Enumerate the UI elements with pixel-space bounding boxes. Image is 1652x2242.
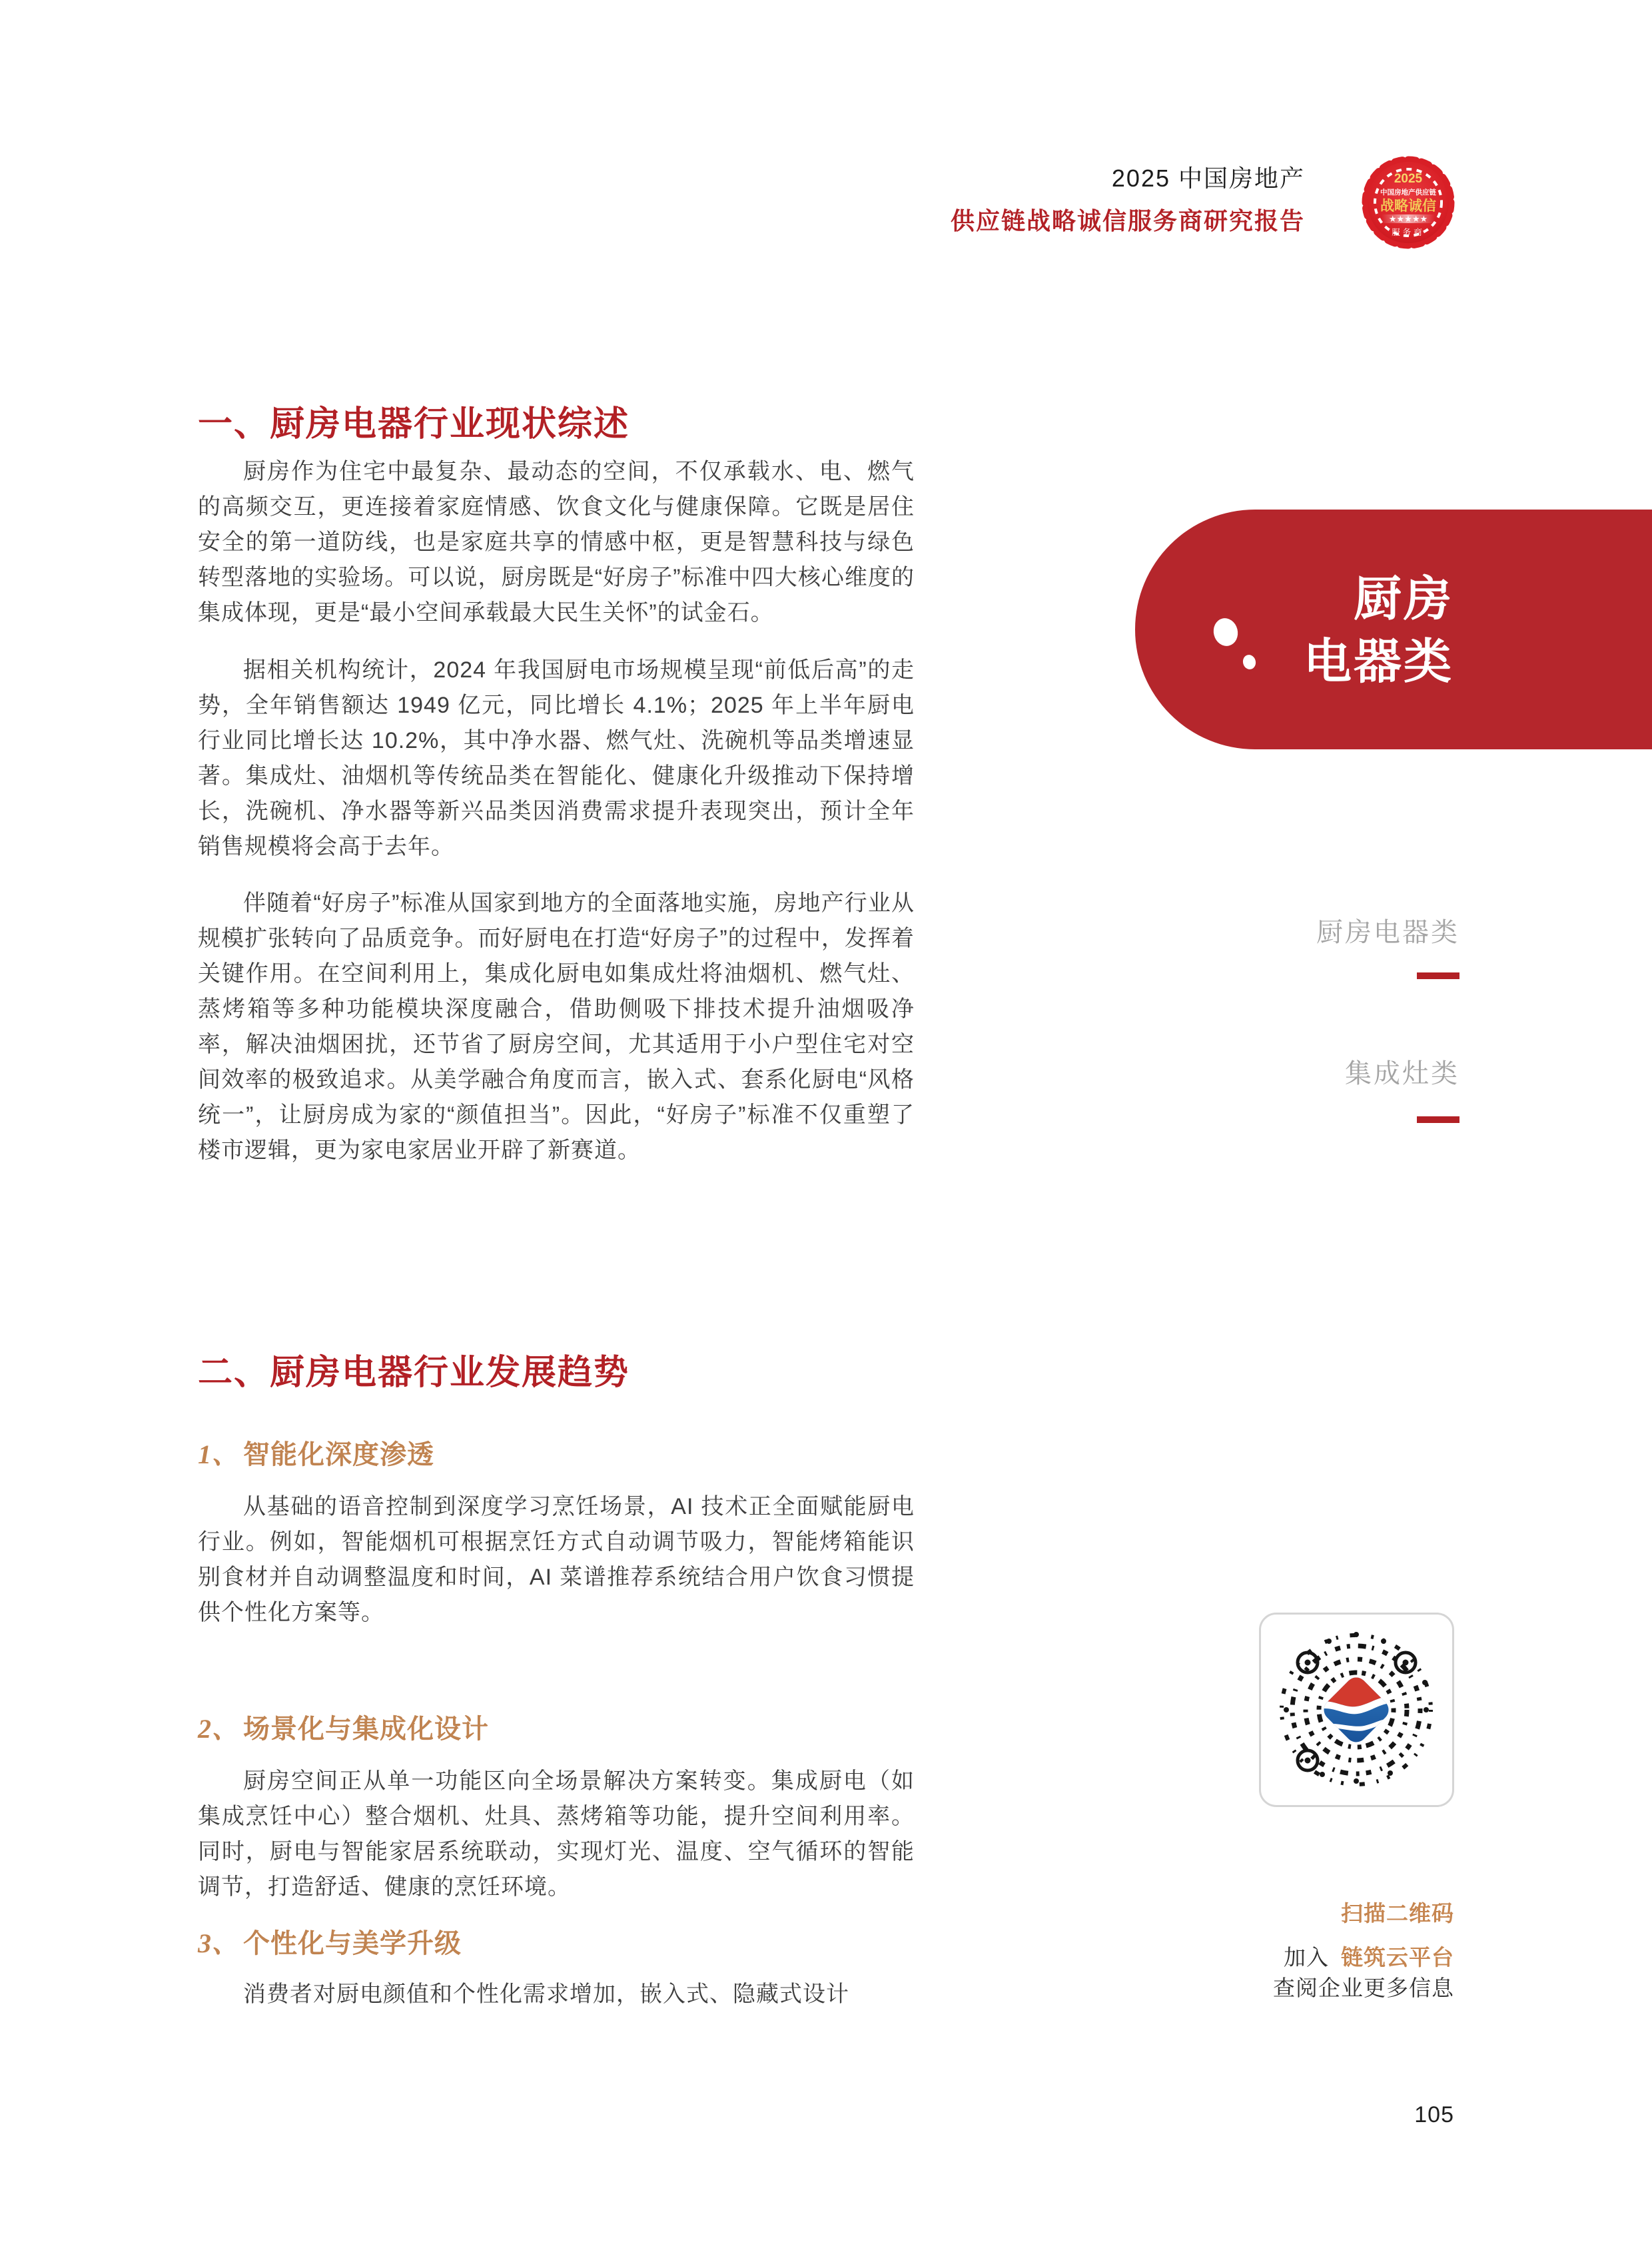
category-banner-line2: 电器类 bbox=[1303, 635, 1453, 689]
page-header bbox=[951, 164, 1305, 236]
qr-code-card bbox=[1259, 1613, 1454, 1807]
certification-seal bbox=[1356, 151, 1460, 254]
qr-caption-join bbox=[1284, 1944, 1454, 1972]
subsection2-heading bbox=[198, 1708, 797, 1746]
category-banner bbox=[1135, 510, 1652, 749]
subsection2-body: 厨房空间正从单一功能区向全场景解决方案转变。集成厨电（如集成烹饪中心）整合烟机、灶具、蒸烤箱等功能，提升空间利用率。同时，厨电与智能家居系统联动，实现灯光、温度、空气循环的智能调节，打造舒适、健康的烹饪环境。 bbox=[198, 1768, 915, 1900]
section1-paragraph-3: 伴随着“好房子”标准从国家到地方的全面落地实施，房地产行业从规模扩张转向了品质竞争。而好厨电在打造“好房子”的过程中，发挥着关键作用。在空间利用上，集成化厨电如集成灶将油烟机、燃气灶、蒸烤箱等多种功能模块深度融合，借助侧吸下排技术提升油烟吸净率，解决油烟困扰，还节省了厨房空间，尤其适用于小户型住宅对空间效率的极致追求。从美学融合角度而言，嵌入式、套系化厨电“风格统一”，让厨房成为家的“颜值担当”。因此，“好房子”标准不仅重塑了楼市逻辑，更为家电家居业开辟了新赛道。 bbox=[198, 891, 915, 1163]
sidebar-item-divider bbox=[1417, 972, 1459, 979]
seal-top-text: 中国房地产供应链 bbox=[1380, 188, 1436, 196]
seal-bottom-text: 服务商 bbox=[1392, 228, 1425, 237]
qr-caption-platform-name: 链筑云平台 bbox=[1341, 1945, 1454, 1970]
qr-code-icon bbox=[1261, 1615, 1452, 1805]
subsection3-number: 3、 bbox=[198, 1928, 239, 1958]
seal-badge-icon bbox=[1356, 151, 1460, 254]
sidebar-item-kitchen-appliances: 厨房电器类 bbox=[1316, 918, 1459, 947]
subsection3-body: 消费者对厨电颜值和个性化需求增加，嵌入式、隐藏式设计 bbox=[243, 1982, 849, 2007]
subsection2-title: 场景化与集成化设计 bbox=[243, 1714, 489, 1744]
qr-caption-scan: 扫描二维码 bbox=[1341, 1901, 1454, 1926]
subsection1-body: 从基础的语音控制到深度学习烹饪场景，AI 技术正全面赋能厨电行业。例如，智能烟机可根据烹饪方式自动调节吸力，智能烤箱能识别食材并自动调整温度和时间，AI 菜谱推荐系统结合用户饮食习惯提供个性化方案等。 bbox=[198, 1494, 915, 1625]
section1-heading: 一、厨房电器行业现状综述 bbox=[198, 405, 630, 444]
sidebar-item-divider bbox=[1417, 1116, 1459, 1123]
subsection3-title: 个性化与美学升级 bbox=[243, 1929, 462, 1958]
section2-heading: 二、厨房电器行业发展趋势 bbox=[198, 1353, 630, 1392]
seal-year: 2025 bbox=[1394, 172, 1423, 186]
page-number: 105 bbox=[1414, 2102, 1454, 2127]
seal-main-text: 战略诚信 bbox=[1380, 198, 1436, 214]
subsection3-heading bbox=[198, 1922, 797, 1960]
report-title-line1: 2025 中国房地产 bbox=[1111, 165, 1305, 192]
decor-dot-large bbox=[1210, 615, 1240, 648]
qr-caption-info: 查阅企业更多信息 bbox=[1273, 1976, 1454, 2000]
report-title-line2: 供应链战略诚信服务商研究报告 bbox=[950, 207, 1305, 234]
sidebar-item-integrated-stoves: 集成灶类 bbox=[1345, 1059, 1459, 1088]
qr-caption-join-prefix: 加入 bbox=[1284, 1945, 1329, 1970]
category-banner-line1: 厨房 bbox=[1353, 573, 1453, 626]
decor-dot-small bbox=[1242, 653, 1258, 671]
subsection1-title: 智能化深度渗透 bbox=[243, 1440, 434, 1469]
subsection2-number: 2、 bbox=[198, 1714, 239, 1744]
subsection1-number: 1、 bbox=[198, 1439, 239, 1469]
category-banner-label bbox=[1304, 568, 1453, 693]
section1-paragraph-1: 厨房作为住宅中最复杂、最动态的空间，不仅承载水、电、燃气的高频交互，更连接着家庭情感、饮食文化与健康保障。它既是居住安全的第一道防线，也是家庭共享的情感中枢，更是智慧科技与绿色转型落地的实验场。可以说，厨房既是“好房子”标准中四大核心维度的集成体现，更是“最小空间承载最大民生关怀”的试金石。 bbox=[198, 459, 915, 625]
section1-paragraph-2: 据相关机构统计，2024 年我国厨电市场规模呈现“前低后高”的走势，全年销售额达 1949 亿元，同比增长 4.1%；2025 年上半年厨电行业同比增长达 10.2%，其中净水器、燃气灶、洗碗机等品类增速显著。集成灶、油烟机等传统品类在智能化、健康化升级推动下保持增长，洗碗机、净水器等新兴品类因消费需求提升表现突出，预计全年销售规模将会高于去年。 bbox=[198, 657, 915, 859]
subsection1-heading bbox=[198, 1433, 797, 1471]
seal-stars: ★★★★★ bbox=[1388, 214, 1428, 224]
